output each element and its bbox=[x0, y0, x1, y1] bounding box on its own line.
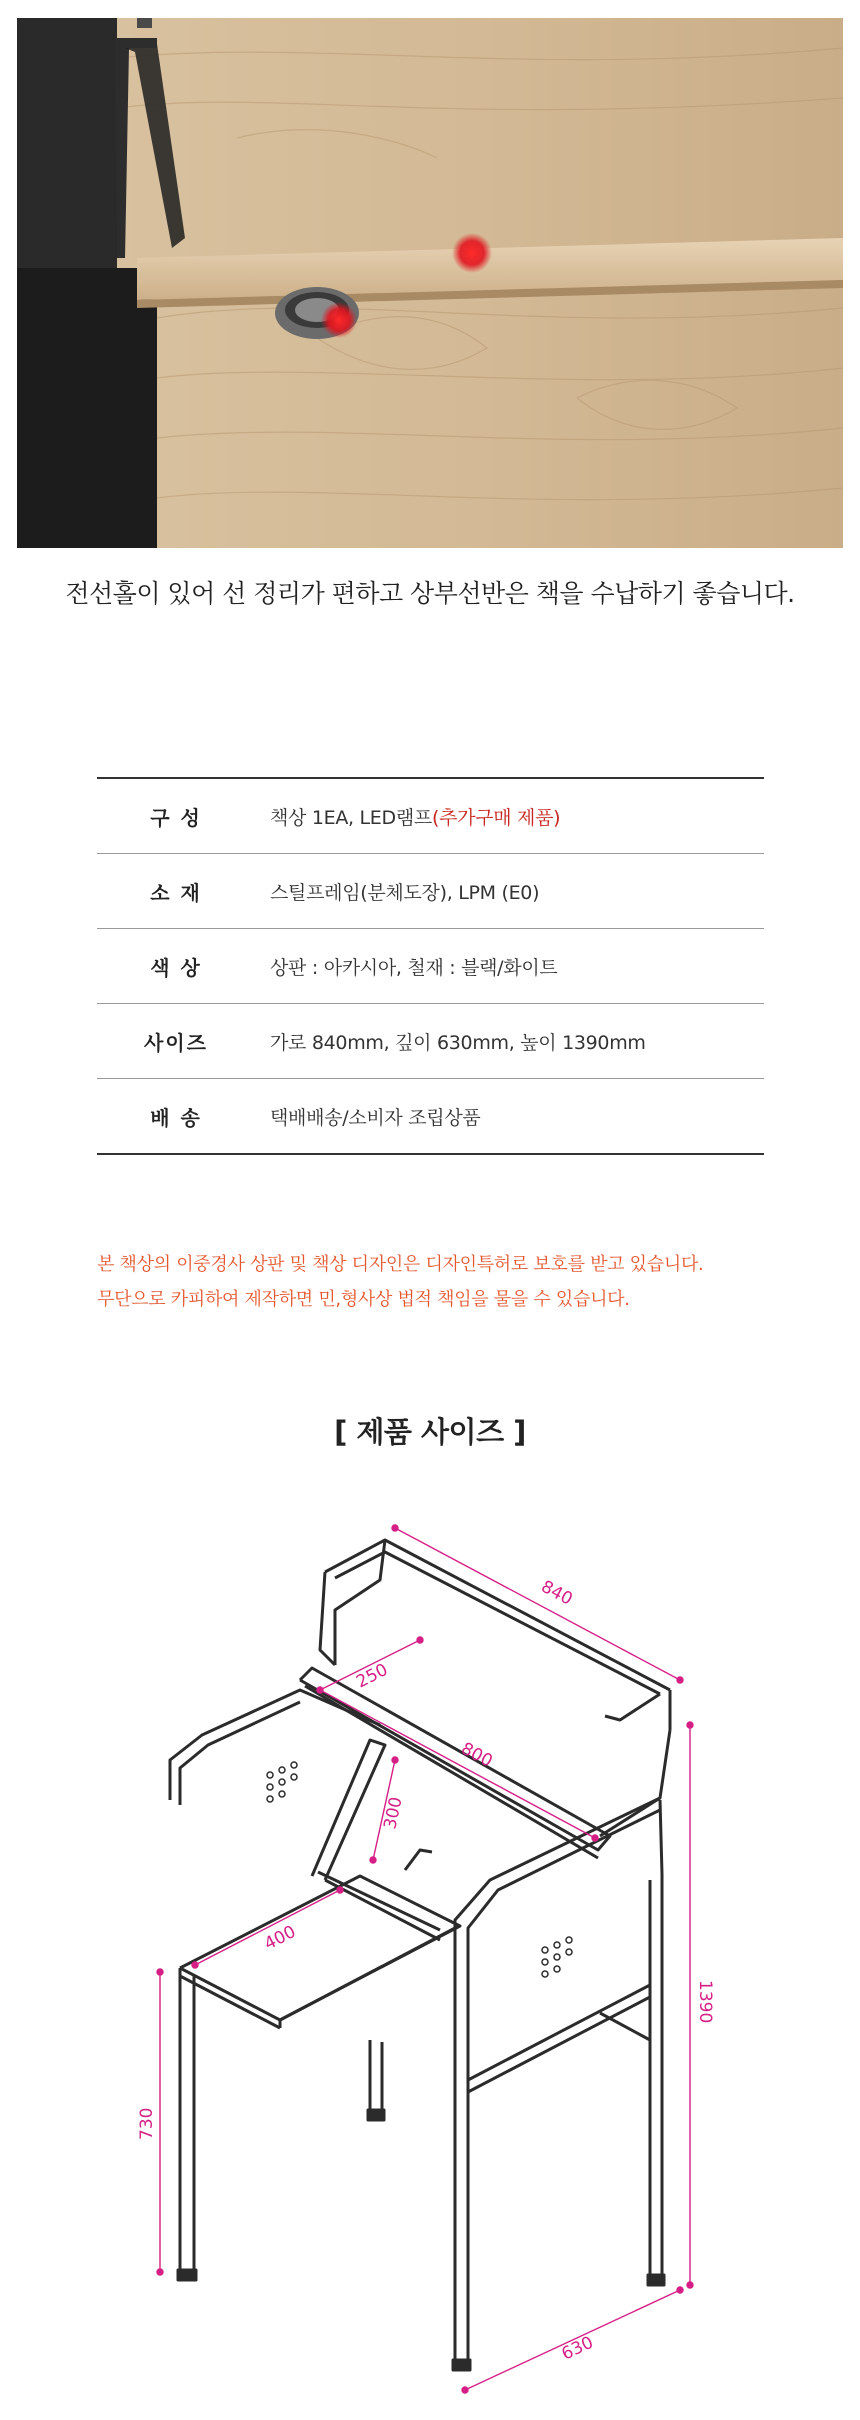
vent-holes-right bbox=[542, 1937, 572, 1977]
spec-value: 상판 : 아카시아, 철재 : 블랙/화이트 bbox=[270, 956, 558, 979]
spec-row-delivery bbox=[97, 1079, 764, 1153]
dim-top-depth-label: 400 bbox=[261, 1921, 300, 1955]
spec-value: 가로 840mm, 깊이 630mm, 높이 1390mm bbox=[270, 1031, 646, 1054]
product-photo bbox=[17, 18, 843, 548]
spec-row-material bbox=[97, 854, 764, 928]
size-diagram bbox=[0, 1480, 860, 2420]
spec-label: 배 송 bbox=[150, 1105, 202, 1130]
dim-desk-height-label: 730 bbox=[137, 2107, 157, 2140]
design-patent-notice: 본 책상의 이중경사 상판 및 책상 디자인은 디자인특허로 보호를 받고 있습니다. bbox=[97, 1254, 704, 1275]
vent-holes-left bbox=[267, 1762, 297, 1802]
dim-total-height-label: 1390 bbox=[695, 1980, 715, 2024]
size-diagram-title: [ 제품 사이즈 ] bbox=[334, 1415, 526, 1449]
dim-depth-label: 630 bbox=[558, 2332, 597, 2365]
dimension-lines bbox=[157, 1525, 693, 2393]
spec-extra-note: (추가구매 제품) bbox=[431, 806, 561, 829]
copy-warning-notice: 무단으로 카피하여 제작하면 민,형사상 법적 책임을 물을 수 있습니다. bbox=[97, 1289, 630, 1310]
spec-label: 구 성 bbox=[150, 805, 202, 830]
spec-value bbox=[255, 803, 764, 830]
photo-caption: 전선홀이 있어 선 정리가 편하고 상부선반은 책을 수납하기 좋습니다. bbox=[65, 579, 795, 608]
dim-shelf-depth-label: 250 bbox=[353, 1659, 392, 1693]
spec-row-color bbox=[97, 929, 764, 1003]
spec-value: 스틸프레임(분체도장), LPM (E0) bbox=[270, 881, 540, 904]
spec-label: 색 상 bbox=[150, 955, 202, 980]
spec-value-text: 책상 1EA, LED램프 bbox=[270, 806, 432, 829]
spec-row-size bbox=[97, 1004, 764, 1078]
table-bottom-rule bbox=[97, 1153, 764, 1155]
dim-width-label: 840 bbox=[537, 1576, 576, 1610]
dim-shelf-width-label: 800 bbox=[457, 1738, 496, 1772]
dim-back-height-label: 300 bbox=[380, 1795, 407, 1832]
spec-row-composition bbox=[97, 779, 764, 853]
desk-frame-drawing bbox=[170, 1540, 670, 2370]
spec-value: 택배배송/소비자 조립상품 bbox=[270, 1106, 481, 1129]
spec-label: 소 재 bbox=[150, 880, 202, 905]
spec-label: 사이즈 bbox=[144, 1030, 208, 1055]
